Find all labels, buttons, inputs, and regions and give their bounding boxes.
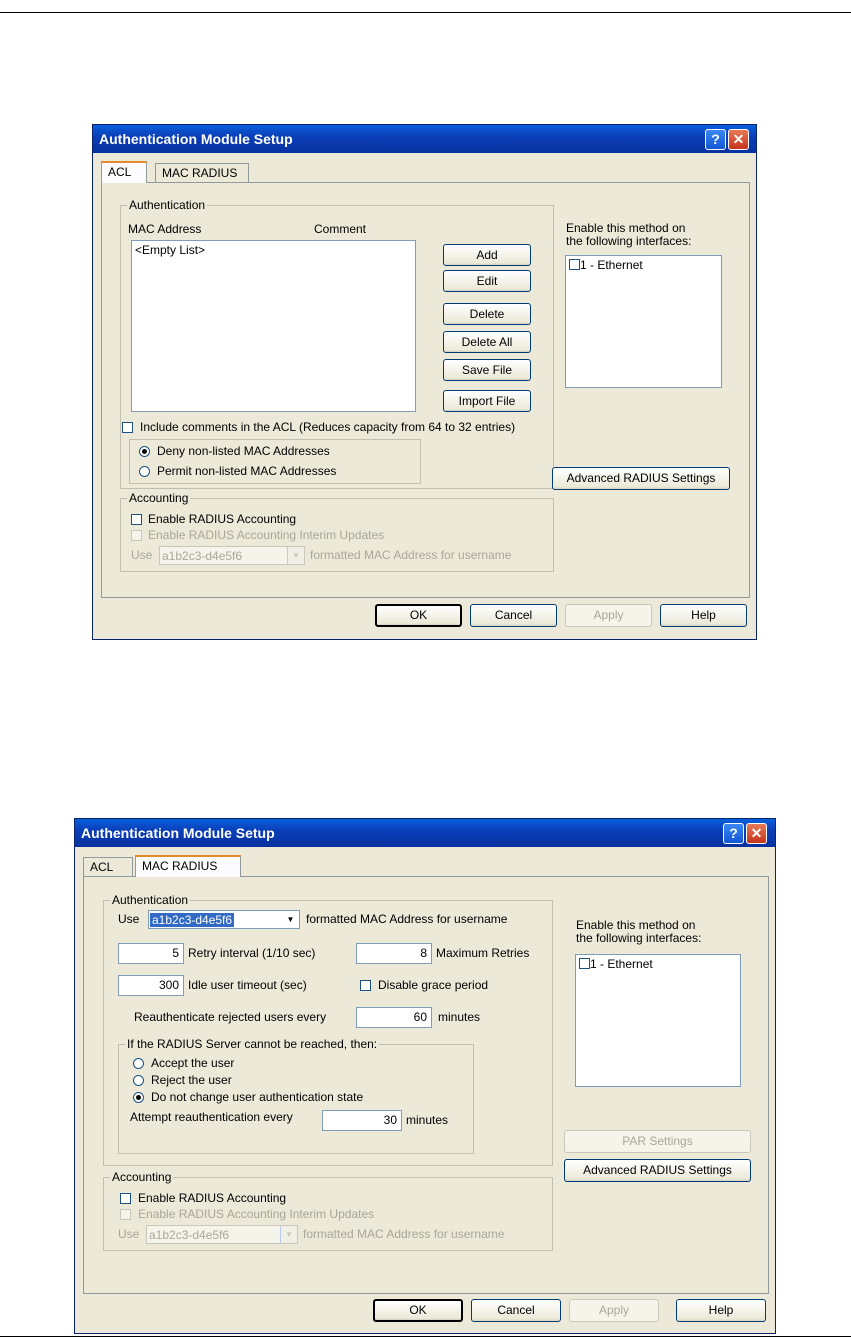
server-unreachable-legend: If the RADIUS Server cannot be reached, then: [127,1037,378,1051]
no-change-radio[interactable] [133,1092,144,1103]
retry-interval-input[interactable]: 5 [118,943,184,964]
accounting-legend: Accounting [129,491,189,505]
mac-address-list[interactable] [131,240,416,412]
apply-button[interactable]: Apply [565,604,652,627]
apply-button[interactable]: Apply [569,1299,659,1322]
close-icon[interactable]: ✕ [746,823,767,844]
ok-button[interactable]: OK [373,1299,463,1322]
attempt-reauth-input[interactable]: 30 [322,1110,402,1131]
chevron-down-icon: ▼ [287,547,304,564]
username-format-select[interactable] [148,910,300,929]
ok-button[interactable]: OK [375,604,462,627]
tab-acl[interactable]: ACL [83,857,133,877]
enable-method-label: Enable this method on the following interfaces: [566,221,692,248]
par-settings-button[interactable]: PAR Settings [564,1130,751,1153]
title-bar[interactable] [93,125,756,153]
edit-button[interactable]: Edit [443,270,531,292]
accept-user-radio[interactable] [133,1058,144,1069]
permit-label: Permit non-listed MAC Addresses [157,464,337,478]
maximum-retries-label: Maximum Retries [436,946,530,960]
format-suffix-label: formatted MAC Address for username [310,548,512,562]
reauthenticate-minutes-label: minutes [438,1010,481,1024]
title-bar[interactable] [75,819,775,847]
chevron-down-icon: ▼ [280,1226,297,1243]
help-icon[interactable]: ? [723,823,744,844]
include-comments-checkbox[interactable] [122,422,133,433]
tab-panel [101,182,750,598]
authentication-legend: Authentication [112,893,189,907]
chevron-down-icon: ▼ [282,911,299,928]
page-top-rule [0,12,851,13]
advanced-radius-settings-button[interactable]: Advanced RADIUS Settings [552,467,730,490]
interim-updates-checkbox[interactable] [120,1209,131,1220]
delete-button[interactable]: Delete [443,303,531,325]
empty-list-text: <Empty List> [135,243,206,257]
interim-updates-checkbox[interactable] [131,530,142,541]
idle-timeout-label: Idle user timeout (sec) [188,978,307,992]
authentication-legend: Authentication [129,198,206,212]
mac-address-header: MAC Address [128,222,202,236]
page-bottom-rule [0,1336,851,1337]
accept-user-label: Accept the user [151,1056,235,1070]
reject-user-label: Reject the user [151,1073,232,1087]
maximum-retries-input[interactable]: 8 [356,943,432,964]
include-comments-label: Include comments in the ACL (Reduces capacity from 64 to 32 entries) [140,420,516,434]
accounting-format-select[interactable] [159,546,305,565]
format-suffix-label: formatted MAC Address for username [306,912,508,926]
help-button[interactable]: Help [660,604,747,627]
use-label: Use [118,912,140,926]
accounting-legend: Accounting [112,1170,172,1184]
retry-interval-label: Retry interval (1/10 sec) [188,946,316,960]
idle-timeout-input[interactable]: 300 [118,975,184,996]
attempt-reauth-label: Attempt reauthentication every [130,1110,293,1124]
accounting-format-value: a1b2c3-d4e5f6 [149,1228,230,1242]
window-title: Authentication Module Setup [81,825,275,841]
enable-method-label: Enable this method on the following interfaces: [576,918,702,945]
ethernet-item-label: 1 - Ethernet [590,957,653,971]
ethernet-item-label: 1 - Ethernet [580,258,643,272]
accounting-format-value: a1b2c3-d4e5f6 [162,549,243,563]
tab-mac-radius[interactable]: MAC RADIUS [155,163,249,183]
dialog-acl [92,124,757,640]
tab-acl[interactable]: ACL [101,161,147,183]
help-button[interactable]: Help [676,1299,766,1322]
comment-header: Comment [314,222,367,236]
interfaces-list[interactable] [575,954,741,1087]
save-file-button[interactable]: Save File [443,359,531,381]
deny-label: Deny non-listed MAC Addresses [157,444,330,458]
accounting-format-suffix-label: formatted MAC Address for username [303,1227,505,1241]
interim-updates-label: Enable RADIUS Accounting Interim Updates [138,1207,375,1221]
add-button[interactable]: Add [443,244,531,266]
use-label: Use [131,548,153,562]
accounting-format-select[interactable] [146,1225,298,1244]
disable-grace-label: Disable grace period [378,978,489,992]
import-file-button[interactable]: Import File [443,390,531,412]
enable-accounting-label: Enable RADIUS Accounting [148,512,297,526]
cancel-button[interactable]: Cancel [471,1299,561,1322]
delete-all-button[interactable]: Delete All [443,331,531,353]
cancel-button[interactable]: Cancel [470,604,557,627]
help-icon[interactable]: ? [705,129,726,150]
enable-accounting-label: Enable RADIUS Accounting [138,1191,287,1205]
username-format-value: a1b2c3-d4e5f6 [152,913,233,927]
advanced-radius-settings-button[interactable]: Advanced RADIUS Settings [564,1159,751,1182]
enable-accounting-checkbox[interactable] [120,1193,131,1204]
enable-accounting-checkbox[interactable] [131,514,142,525]
tab-mac-radius[interactable]: MAC RADIUS [135,855,241,877]
close-icon[interactable]: ✕ [728,129,749,150]
reauthenticate-label: Reauthenticate rejected users every [134,1010,327,1024]
no-change-label: Do not change user authentication state [151,1090,364,1104]
attempt-minutes-label: minutes [406,1113,449,1127]
tab-panel [83,876,769,1294]
disable-grace-checkbox[interactable] [360,980,371,991]
reauthenticate-input[interactable]: 60 [356,1007,432,1028]
permit-radio[interactable] [139,466,150,477]
ethernet-checkbox[interactable] [569,259,580,270]
ethernet-checkbox[interactable] [579,958,590,969]
reject-user-radio[interactable] [133,1075,144,1086]
interim-updates-label: Enable RADIUS Accounting Interim Updates [148,528,385,542]
dialog-mac-radius [74,818,776,1334]
deny-radio[interactable] [139,446,150,457]
interfaces-list[interactable] [565,255,722,388]
use-label-accounting: Use [118,1227,140,1241]
window-title: Authentication Module Setup [99,131,293,147]
